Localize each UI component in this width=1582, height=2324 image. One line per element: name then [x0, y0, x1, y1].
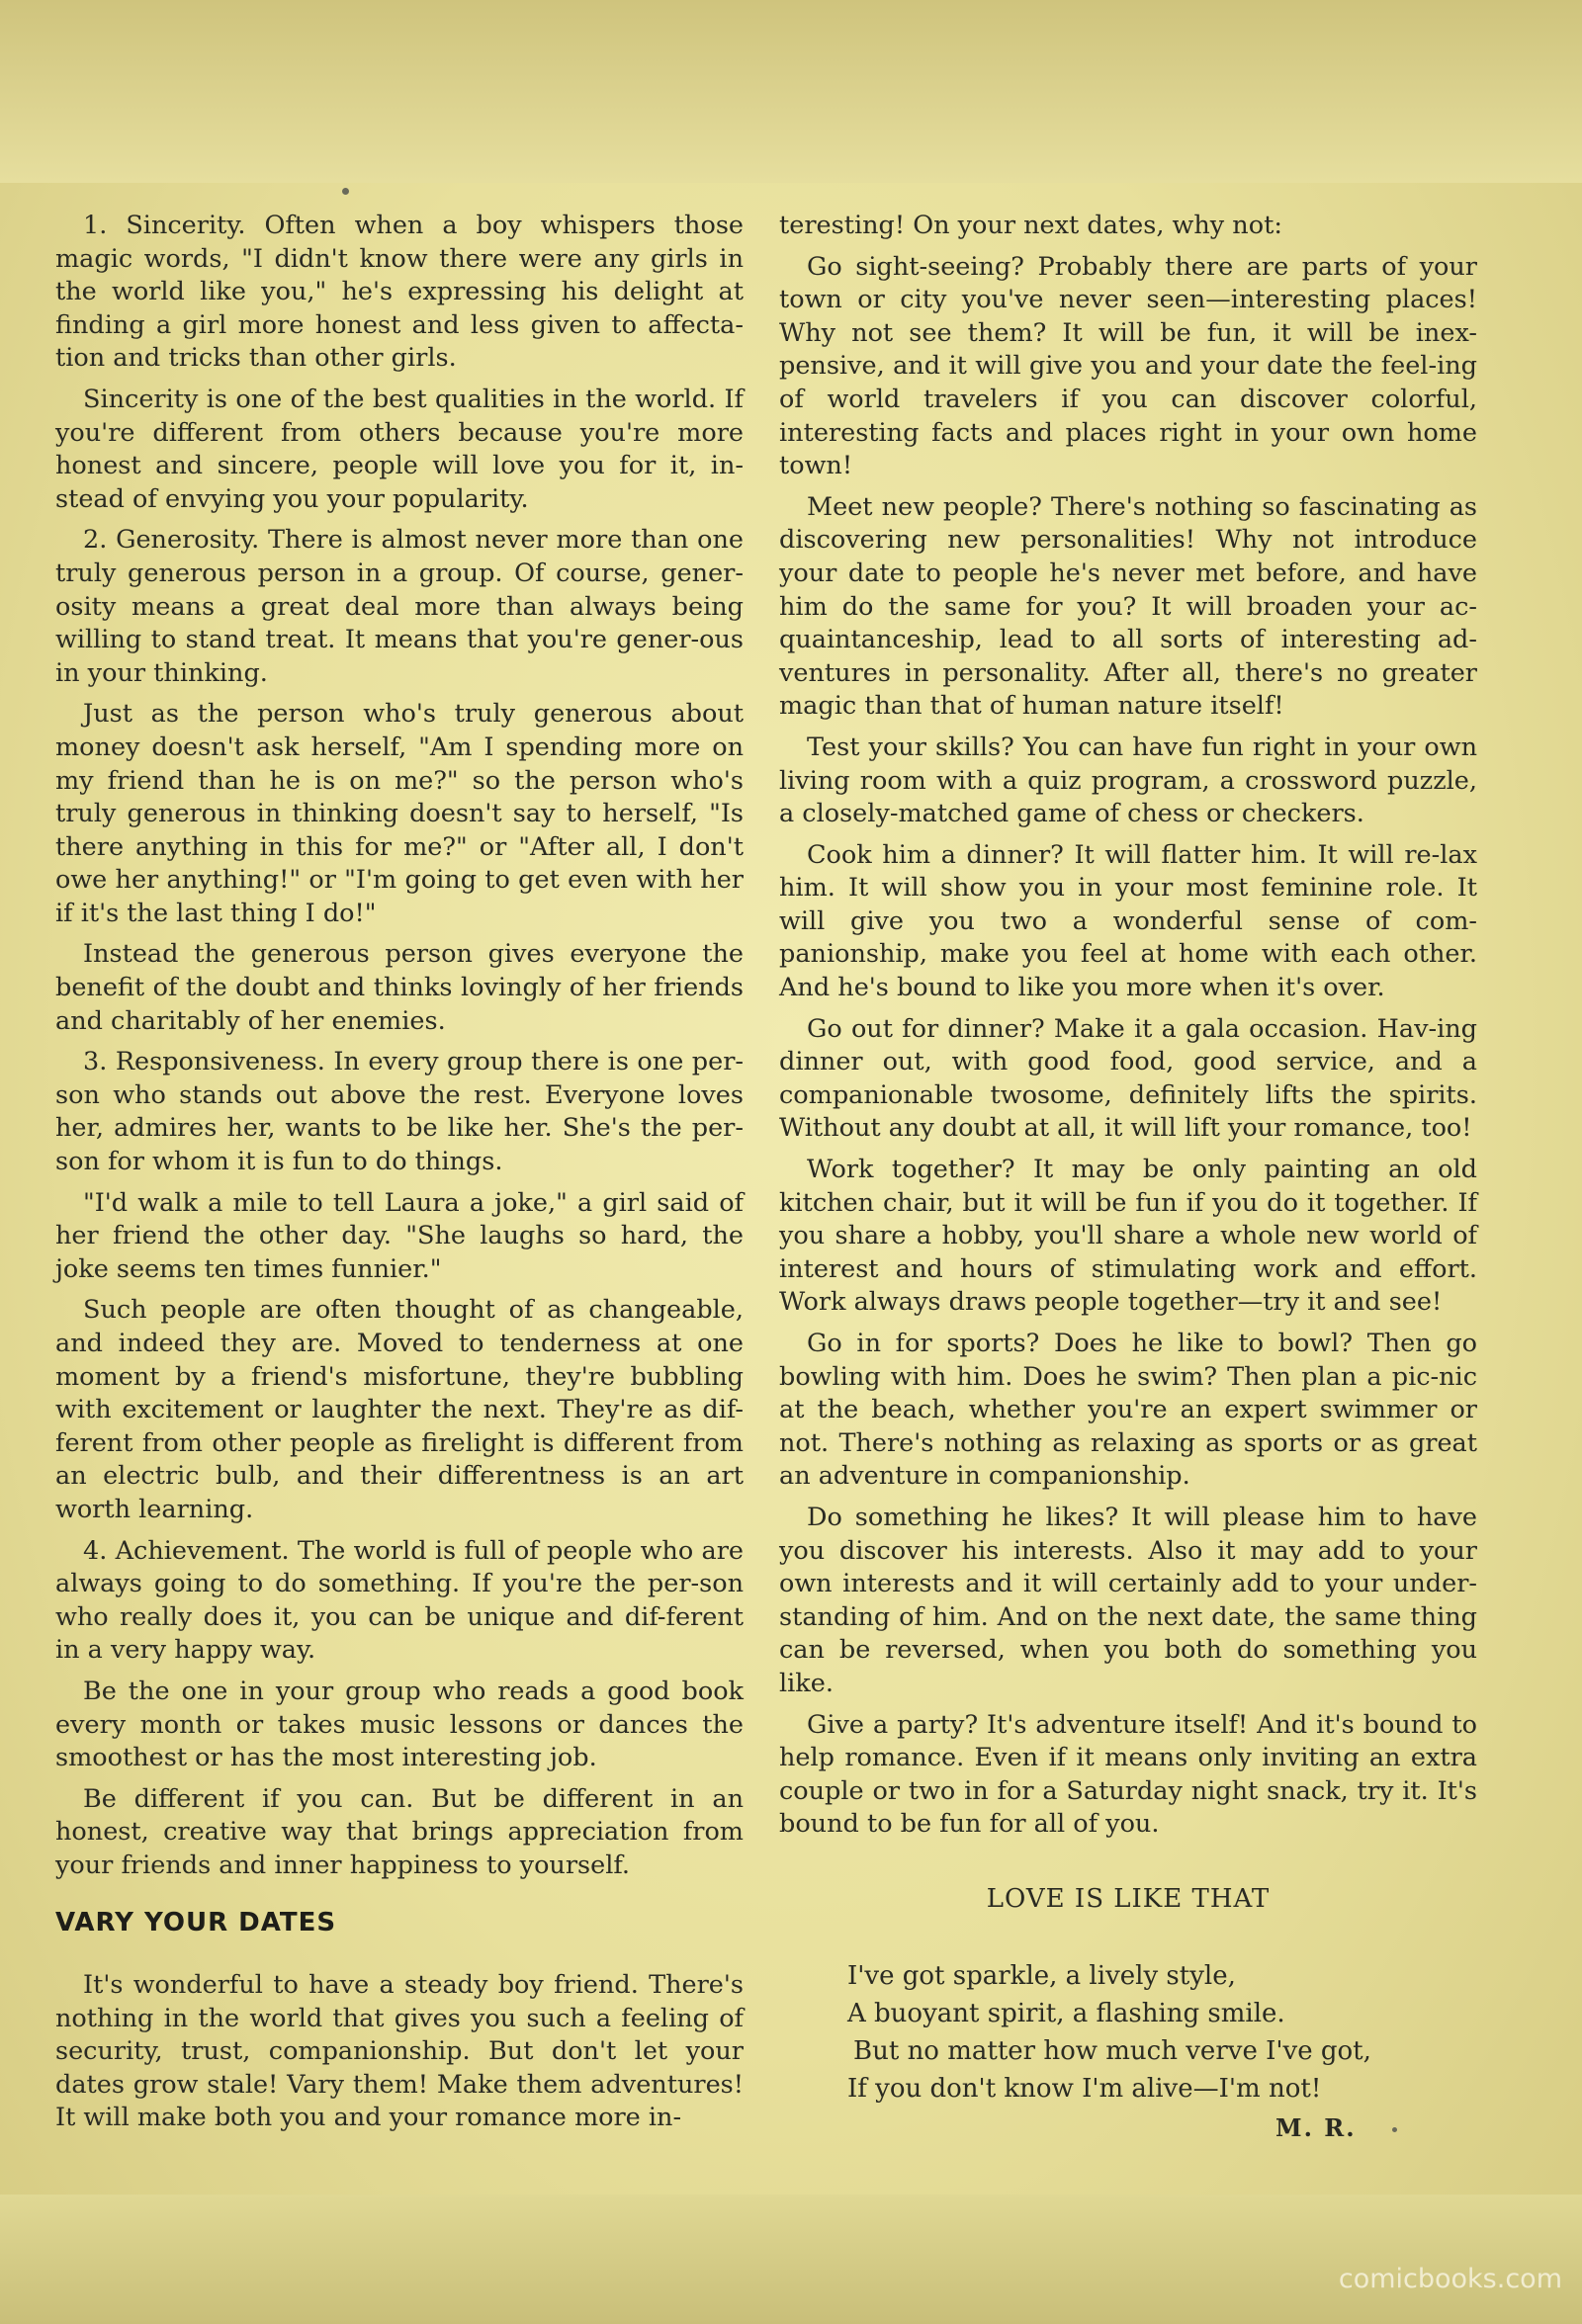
section-heading: VARY YOUR DATES	[55, 1908, 337, 1937]
paragraph-go-out: Go out for dinner? Make it a gala occasion. Hav-ing dinner out, with good food, good service, and a companionable twosome, definitely lifts the spirits. Without any doubt at all, it will lift your romance, too!	[779, 1013, 1477, 1144]
paragraph-sincerity: 1. Sincerity. Often when a boy whispers those magic words, "I didn't know there were any girls in the world like you," he's expressing his delight at finding a girl more honest and less given to affecta-tion and tricks than other girls.	[55, 211, 744, 374]
poem-line: But no matter how much verve I've got,	[853, 2036, 1371, 2066]
paragraph: Instead the generous person gives everyone the benefit of the doubt and thinks lovingly of her friends and charitably of her enemies.	[55, 939, 744, 1036]
paragraph-test-skills: Test your skills? You can have fun right in your own living room with a quiz program, a crossword puzzle, a closely-matched game of chess or checkers.	[779, 732, 1477, 829]
paragraph-sight-seeing: Go sight-seeing? Probably there are parts of your town or city you've never seen—interesting places! Why not see them? It will be fun, it will be inex-pensive, and it will give you and your date the feel-ing of world travelers if you can discover colorful, interesting facts and places right in your own home town!	[779, 251, 1477, 481]
page-bottom-margin	[0, 2195, 1582, 2324]
paragraph-achievement: 4. Achievement. The world is full of people who are always going to do something. If you're the per-son who really does it, you can be unique and dif-ferent in a very happy way.	[55, 1535, 744, 1666]
right-column	[779, 210, 1477, 1850]
paragraph: It's wonderful to have a steady boy friend. There's nothing in the world that gives you such a feeling of security, trust, companionship. But don't let your dates grow stale! Vary them! Make them adventures! It will make both you and your romance more in-	[55, 1970, 744, 2133]
ornament-dot	[342, 188, 349, 195]
ornament-dot	[1392, 2127, 1397, 2132]
poem-line: A buoyant spirit, a flashing smile.	[847, 1999, 1285, 2028]
paragraph-cook-dinner: Cook him a dinner? It will flatter him. It will re-lax him. It will show you in your most feminine role. It will give you two a wonderful sense of com-panionship, make you feel at home with each other. And he's bound to like you more when it's over.	[779, 839, 1477, 1003]
paragraph: Be different if you can. But be different in an honest, creative way that brings appreciation from your friends and inner happiness to yourself.	[55, 1783, 744, 1880]
paragraph: "I'd walk a mile to tell Laura a joke," a girl said of her friend the other day. "She laughs so hard, the joke seems ten times funnier."	[55, 1187, 744, 1284]
paragraph-meet-people: Meet new people? There's nothing so fascinating as discovering new personalities! Why not introduce your date to people he's never met before, and have him do the same for you? It will broaden your ac-quaintanceship, lead to all sorts of interesting ad-ventures in personality. After all, there's no greater magic than that of human nature itself!	[779, 491, 1477, 722]
poem	[847, 1957, 1401, 2108]
paragraph-continuation: teresting! On your next dates, why not:	[779, 211, 1282, 240]
paragraph-generosity: 2. Generosity. There is almost never more than one truly generous person in a group. Of course, gener-osity means a great deal more than always being willing to stand treat. It means that you're gener-ous in your thinking.	[55, 525, 744, 688]
paragraph: Be the one in your group who reads a good book every month or takes music lessons or dances the smoothest or has the most interesting job.	[55, 1676, 744, 1773]
paragraph: Sincerity is one of the best qualities in the world. If you're different from others because you're more honest and sincere, people will love you for it, in-stead of envying you your popularity.	[55, 384, 744, 514]
paragraph: Such people are often thought of as changeable, and indeed they are. Moved to tenderness at one moment by a friend's misfortune, they're bubbling with excitement or laughter the next. They're as dif-ferent from other people as firelight is different from an electric bulb, and their differentness is an art worth learning.	[55, 1295, 744, 1524]
paragraph-party: Give a party? It's adventure itself! And it's bound to help romance. Even if it means only inviting an extra couple or two in for a Saturday night snack, try it. It's bound to be fun for all of you.	[779, 1709, 1477, 1840]
poem-signature: M. R.	[1275, 2113, 1357, 2142]
paragraph: Just as the person who's truly generous about money doesn't ask herself, "Am I spending more on my friend than he is on me?" so the person who's truly generous in thinking doesn't say to herself, "Is there anything in this for me?" or "After all, I don't owe her anything!" or "I'm going to get even with her if it's the last thing I do!"	[55, 699, 744, 928]
paragraph-sports: Go in for sports? Does he like to bowl? Then go bowling with him. Does he swim? Then plan a pic-nic at the beach, whether you're an expert swimmer or not. There's nothing as relaxing as sports or as great an adventure in companionship.	[779, 1329, 1477, 1492]
site-watermark: comicbooks.com	[1338, 2264, 1562, 2294]
paragraph-work-together: Work together? It may be only painting an old kitchen chair, but it will be fun if you do it together. If you share a hobby, you'll share a whole new world of interest and hours of stimulating work and effort. Work always draws people together—try it and see!	[779, 1155, 1477, 1318]
paragraph-responsiveness: 3. Responsiveness. In every group there is one per-son who stands out above the rest. Everyone loves her, admires her, wants to be like her. She's the per-son for whom it is fun to do things.	[55, 1047, 744, 1177]
poem-line: If you don't know I'm alive—I'm not!	[847, 2074, 1322, 2104]
left-column	[55, 210, 744, 1891]
poem-title: LOVE IS LIKE THAT	[986, 1884, 1271, 1914]
page-top-margin	[0, 0, 1582, 183]
vary-dates-text	[55, 1969, 744, 2135]
paragraph-something-he-likes: Do something he likes? It will please him to have you discover his interests. Also it may add to your own interests and it will certainly add to your under-standing of him. And on the next date, the same thing can be reversed, when you both do something you like.	[779, 1502, 1477, 1698]
poem-line: I've got sparkle, a lively style,	[847, 1961, 1236, 1991]
